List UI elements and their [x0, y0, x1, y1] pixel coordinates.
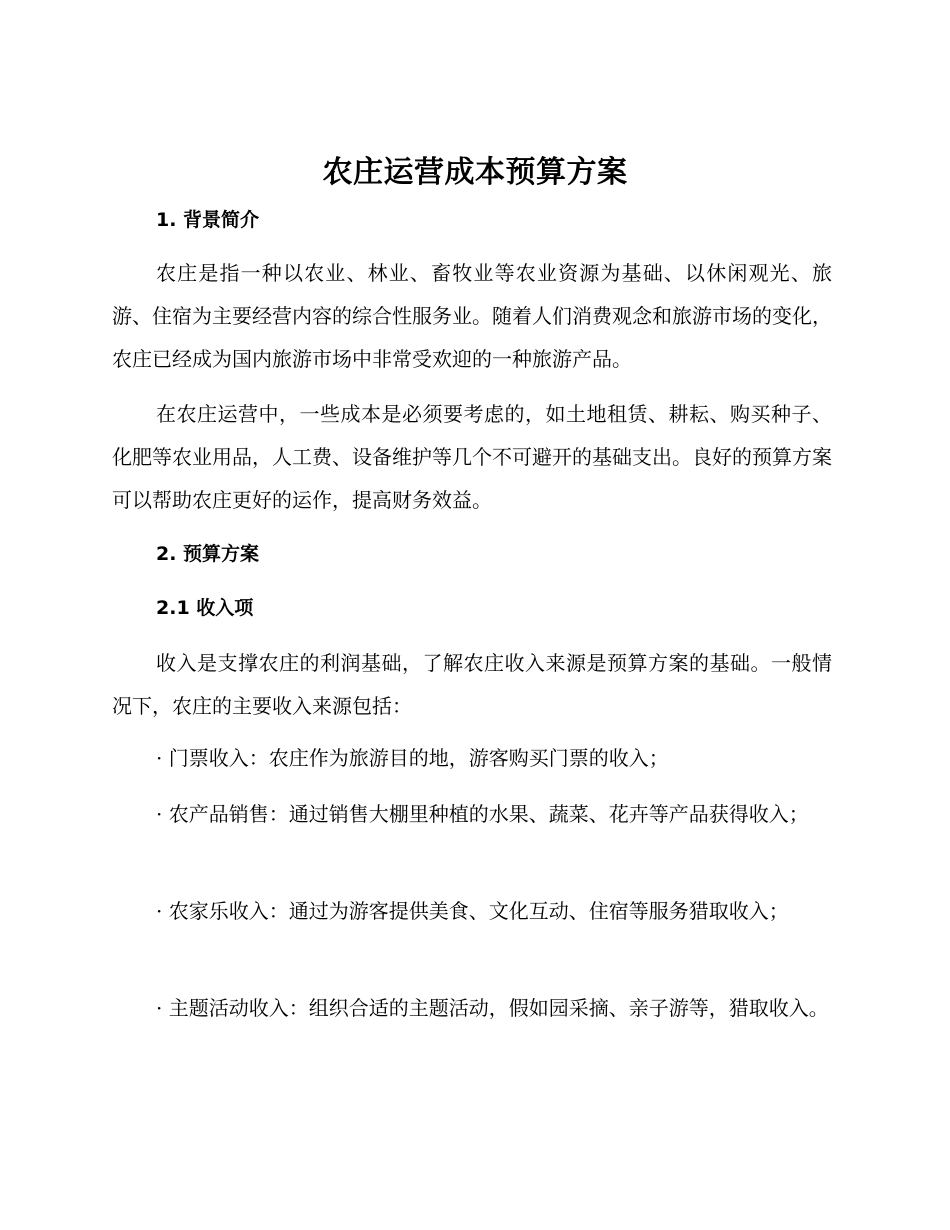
list-item-theme-activity-income: · 主题活动收入：组织合适的主题活动，假如园采摘、亲子游等，猎取收入。 — [156, 996, 829, 1020]
paragraph-background-intro: 农庄是指一种以农业、林业、畜牧业等农业资源为基础、以休闲观光、旅游、住宿为主要经营内容的综合性服务业。随着人们消费观念和旅游市场的变化，农庄已经成为国内旅游市场中非常受欢迎的一种旅游产品。 — [112, 261, 832, 371]
paragraph-income-intro: 收入是支撑农庄的利润基础，了解农庄收入来源是预算方案的基础。一般情况下，农庄的主要收入来源包括： — [112, 651, 832, 718]
list-item-ticket-income: · 门票收入：农庄作为旅游目的地，游客购买门票的收入； — [156, 746, 669, 770]
section-heading-background: 1. 背景简介 — [156, 209, 260, 231]
paragraph-background-costs: 在农庄运营中，一些成本是必须要考虑的，如土地租赁、耕耘、购买种子、化肥等农业用品，人工费、设备维护等几个不可避开的基础支出。良好的预算方案可以帮助农庄更好的运作，提高财务效益。 — [112, 402, 832, 512]
document-title: 农庄运营成本预算方案 — [322, 155, 628, 190]
subsection-heading-income: 2.1 收入项 — [156, 597, 254, 619]
list-item-produce-sales: · 农产品销售：通过销售大棚里种植的水果、蔬菜、花卉等产品获得收入； — [156, 802, 809, 826]
section-heading-budget-plan: 2. 预算方案 — [156, 543, 260, 565]
list-item-farmhouse-income: · 农家乐收入：通过为游客提供美食、文化互动、住宿等服务猎取收入； — [156, 899, 789, 923]
